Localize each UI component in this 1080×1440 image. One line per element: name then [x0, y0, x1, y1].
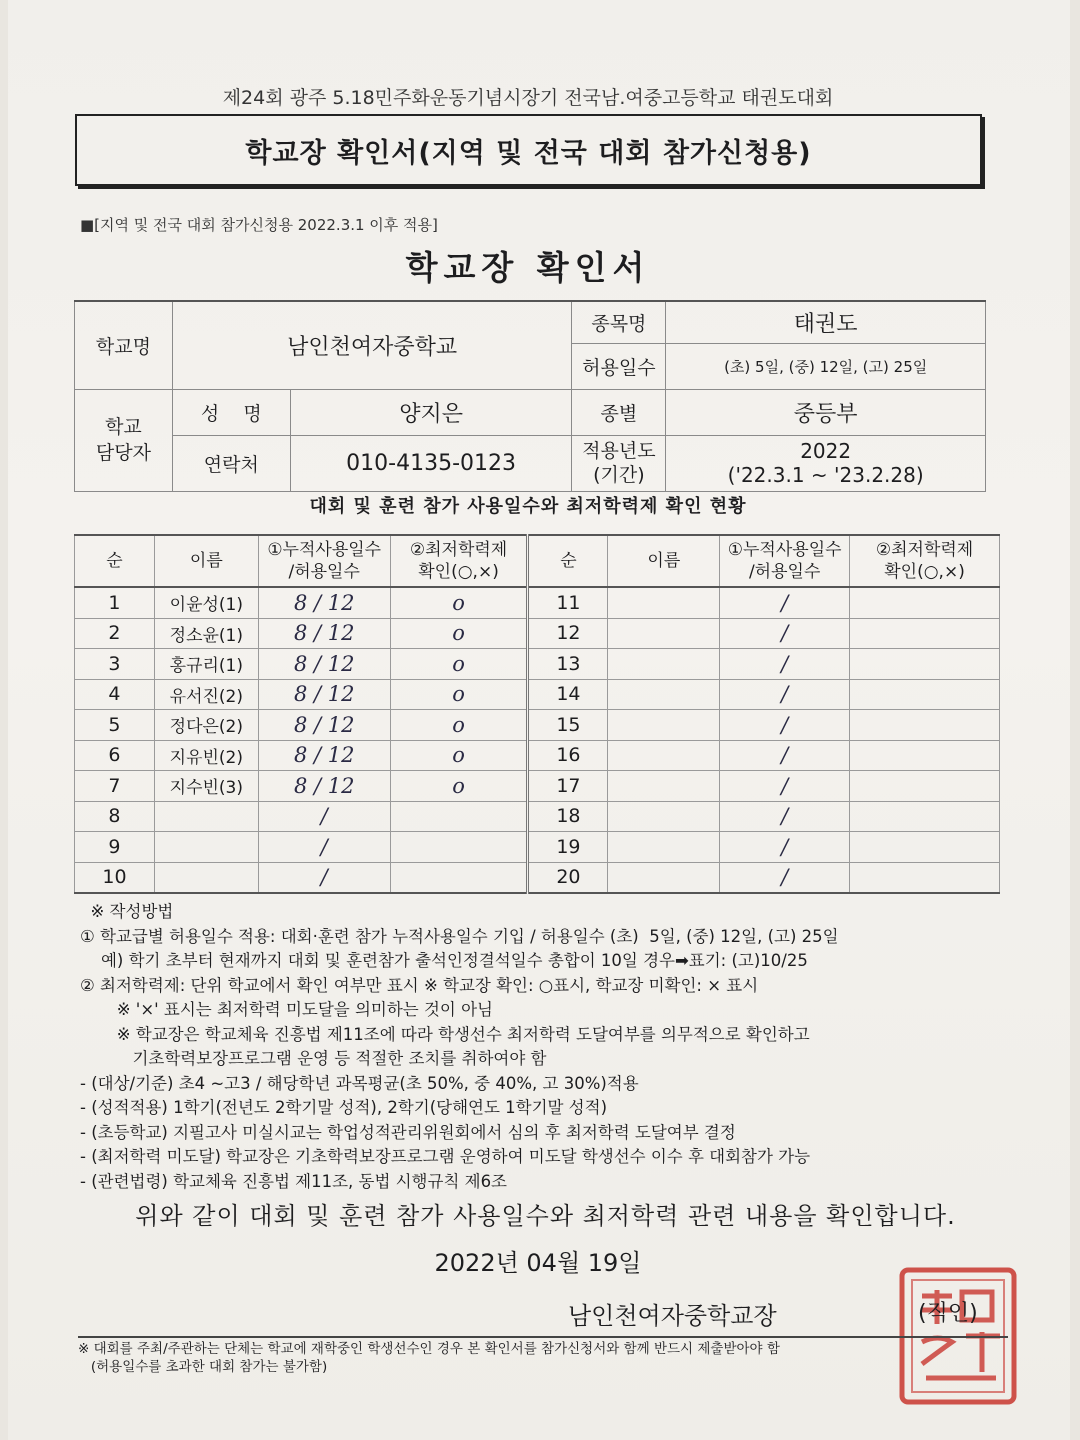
category-value: 중등부 — [666, 389, 986, 435]
manager-label: 학교 담당자 — [75, 389, 173, 491]
table-row — [75, 710, 1000, 741]
col-days: ①누적사용일수 /허용일수 — [258, 535, 390, 587]
col-days-2: ①누적사용일수 /허용일수 — [720, 535, 850, 587]
cell-confirm: o — [390, 649, 528, 680]
col-name: 이름 — [154, 535, 258, 587]
cell-no: 19 — [528, 832, 608, 863]
cell-days: / — [720, 862, 850, 893]
cell-name — [608, 618, 720, 649]
issue-date: 2022년 04월 19일 — [434, 1249, 642, 1277]
sport-label: 종목명 — [572, 301, 666, 343]
cell-days: 8 / 12 — [258, 587, 390, 618]
cell-days: 8 / 12 — [258, 618, 390, 649]
contact-label: 연락처 — [172, 435, 290, 491]
instructions — [80, 900, 1010, 1194]
cell-name — [608, 862, 720, 893]
roster-table — [74, 534, 1000, 894]
cell-days: / — [258, 801, 390, 832]
contact-value: 010-4135-0123 — [290, 435, 572, 491]
cell-days: / — [720, 832, 850, 863]
cell-days: 8 / 12 — [258, 679, 390, 710]
name-label: 성 명 — [172, 389, 290, 435]
cell-name: 이윤성(1) — [154, 587, 258, 618]
cell-no: 18 — [528, 801, 608, 832]
section-title: 대회 및 훈련 참가 사용일수와 최저학력제 확인 현황 — [309, 496, 747, 517]
cell-name — [154, 832, 258, 863]
cell-no: 11 — [528, 587, 608, 618]
category-label: 종별 — [572, 389, 666, 435]
cell-confirm — [390, 832, 528, 863]
cell-name: 홍규리(1) — [154, 649, 258, 680]
instruction-line: ② 최저학력제: 단위 학교에서 확인 여부만 표시 ※ 학교장 확인: ○표시, 학교장 미확인: × 표시 — [80, 975, 759, 995]
cell-name — [608, 740, 720, 771]
cell-confirm — [850, 710, 1000, 741]
table-row — [75, 679, 1000, 710]
cell-days: 8 / 12 — [258, 649, 390, 680]
cell-days: / — [720, 771, 850, 802]
form-title: 학교장 확인서(지역 및 전국 대회 참가신청용) — [245, 137, 812, 169]
cell-no: 15 — [528, 710, 608, 741]
cell-confirm: o — [390, 618, 528, 649]
cell-name — [608, 649, 720, 680]
school-name-label: 학교명 — [75, 301, 173, 389]
cell-confirm: o — [390, 740, 528, 771]
cell-name: 정소윤(1) — [154, 618, 258, 649]
year-label: 적용년도 (기간) — [572, 435, 666, 491]
cell-days: / — [720, 618, 850, 649]
cell-no: 4 — [75, 679, 155, 710]
cell-name: 정다은(2) — [154, 710, 258, 741]
cell-name: 지수빈(3) — [154, 771, 258, 802]
form-title-box — [75, 114, 982, 186]
page-title: 학교장 확인서 — [405, 248, 651, 287]
cell-no: 10 — [75, 862, 155, 893]
cell-confirm — [390, 862, 528, 893]
col-no-2: 순 — [528, 535, 608, 587]
cell-confirm — [850, 801, 1000, 832]
cell-name — [154, 862, 258, 893]
table-row — [75, 862, 1000, 893]
cell-no: 13 — [528, 649, 608, 680]
cell-no: 12 — [528, 618, 608, 649]
table-row — [75, 740, 1000, 771]
instruction-line: ① 학교급별 허용일수 적용: 대회·훈련 참가 누적사용일수 기입 / 허용일수 (초) 5일, (중) 12일, (고) 25일 — [80, 926, 839, 946]
confirmation-statement: 위와 같이 대회 및 훈련 참가 사용일수와 최저학력 관련 내용을 확인합니다. — [135, 1202, 956, 1230]
cell-days: 8 / 12 — [258, 771, 390, 802]
sport-value: 태권도 — [666, 301, 986, 343]
col-confirm: ②최저학력제 확인(○,×) — [390, 535, 528, 587]
cell-no: 8 — [75, 801, 155, 832]
cell-days: / — [258, 832, 390, 863]
table-row — [75, 587, 1000, 618]
instruction-line: 예) 학기 초부터 현재까지 대회 및 훈련참가 출석인정결석일수 총합이 10일 경우➡표기: (고)10/25 — [80, 951, 808, 970]
cell-name — [608, 587, 720, 618]
applicability-note: ■[지역 및 전국 대회 참가신청용 2022.3.1 이후 적용] — [80, 216, 438, 234]
cell-confirm — [850, 771, 1000, 802]
instruction-line: - (최저학력 미도달) 학교장은 기초학력보장프로그램 운영하여 미도달 학생선수 이수 후 대회참가 가능 — [80, 1147, 811, 1166]
instruction-line: - (성적적용) 1학기(전년도 2학기말 성적), 2학기(당해연도 1학기말 성적) — [80, 1098, 608, 1117]
cell-no: 1 — [75, 587, 155, 618]
cell-no: 16 — [528, 740, 608, 771]
cell-no: 6 — [75, 740, 155, 771]
cell-days: / — [720, 679, 850, 710]
cell-confirm — [850, 649, 1000, 680]
instruction-line: - (초등학교) 지필고사 미실시교는 학업성적관리위원회에서 심의 후 최저학력 도달여부 결정 — [80, 1122, 736, 1142]
cell-days: / — [720, 710, 850, 741]
cell-no: 3 — [75, 649, 155, 680]
cell-confirm — [850, 740, 1000, 771]
footer-line: (허용일수를 초과한 대회 참가는 불가함) — [78, 1359, 328, 1375]
cell-name — [608, 801, 720, 832]
cell-days: / — [720, 740, 850, 771]
table-row — [75, 801, 1000, 832]
instruction-line: 기초학력보장프로그램 운영 등 적절한 조치를 취하여야 함 — [80, 1049, 547, 1068]
cell-days: 8 / 12 — [258, 710, 390, 741]
instruction-line: - (대상/기준) 초4 ~고3 / 해당학년 과목평균(초 50%, 중 40%, 고 30%)적용 — [80, 1073, 639, 1093]
school-name-value: 남인천여자중학교 — [172, 301, 572, 389]
cell-days: / — [720, 649, 850, 680]
footer-note — [78, 1336, 1008, 1376]
school-info-table — [74, 300, 986, 492]
table-row — [75, 832, 1000, 863]
cell-no: 14 — [528, 679, 608, 710]
cell-days: / — [258, 862, 390, 893]
cell-no: 9 — [75, 832, 155, 863]
footer-line: ※ 대회를 주최/주관하는 단체는 학교에 재학중인 학생선수인 경우 본 확인서를 참가신청서와 함께 반드시 제출받아야 함 — [78, 1341, 780, 1357]
cell-confirm: o — [390, 587, 528, 618]
cell-confirm: o — [390, 679, 528, 710]
seal-label: (직인) — [918, 1301, 978, 1326]
cell-no: 17 — [528, 771, 608, 802]
table-row — [75, 771, 1000, 802]
cell-name: 유서진(2) — [154, 679, 258, 710]
cell-confirm — [850, 832, 1000, 863]
principal-signature: 남인천여자중학교장 — [568, 1302, 777, 1330]
cell-confirm — [850, 679, 1000, 710]
cell-no: 7 — [75, 771, 155, 802]
cell-confirm: o — [390, 771, 528, 802]
document-page — [8, 0, 1070, 1440]
instruction-line: ※ '×' 표시는 최저학력 미도달을 의미하는 것이 아님 — [80, 1000, 493, 1019]
cell-confirm — [850, 587, 1000, 618]
cell-no: 2 — [75, 618, 155, 649]
year-value: 2022 ('22.3.1 ~ '23.2.28) — [666, 435, 986, 491]
cell-confirm — [390, 801, 528, 832]
table-row — [75, 618, 1000, 649]
cell-confirm — [850, 618, 1000, 649]
cell-no: 5 — [75, 710, 155, 741]
competition-title: 제24회 광주 5.18민주화운동기념시장기 전국남.여중고등학교 태권도대회 — [222, 87, 834, 109]
cell-days: / — [720, 587, 850, 618]
cell-days: 8 / 12 — [258, 740, 390, 771]
col-no: 순 — [75, 535, 155, 587]
col-name-2: 이름 — [608, 535, 720, 587]
allowed-days-value: (초) 5일, (중) 12일, (고) 25일 — [666, 343, 986, 389]
instruction-line: - (관련법령) 학교체육 진흥법 제11조, 동법 시행규칙 제6조 — [80, 1171, 507, 1191]
cell-name — [608, 710, 720, 741]
manager-name-value: 양지은 — [290, 389, 572, 435]
col-confirm-2: ②최저학력제 확인(○,×) — [850, 535, 1000, 587]
cell-name — [608, 832, 720, 863]
cell-name — [154, 801, 258, 832]
cell-name: 지유빈(2) — [154, 740, 258, 771]
cell-confirm — [850, 862, 1000, 893]
cell-name — [608, 771, 720, 802]
cell-confirm: o — [390, 710, 528, 741]
cell-name — [608, 679, 720, 710]
table-row — [75, 649, 1000, 680]
allowed-days-label: 허용일수 — [572, 343, 666, 389]
instruction-line: ※ 학교장은 학교체육 진흥법 제11조에 따라 학생선수 최저학력 도달여부를 의무적으로 확인하고 — [80, 1024, 810, 1044]
instruction-line: ※ 작성방법 — [80, 902, 174, 921]
cell-no: 20 — [528, 862, 608, 893]
cell-days: / — [720, 801, 850, 832]
